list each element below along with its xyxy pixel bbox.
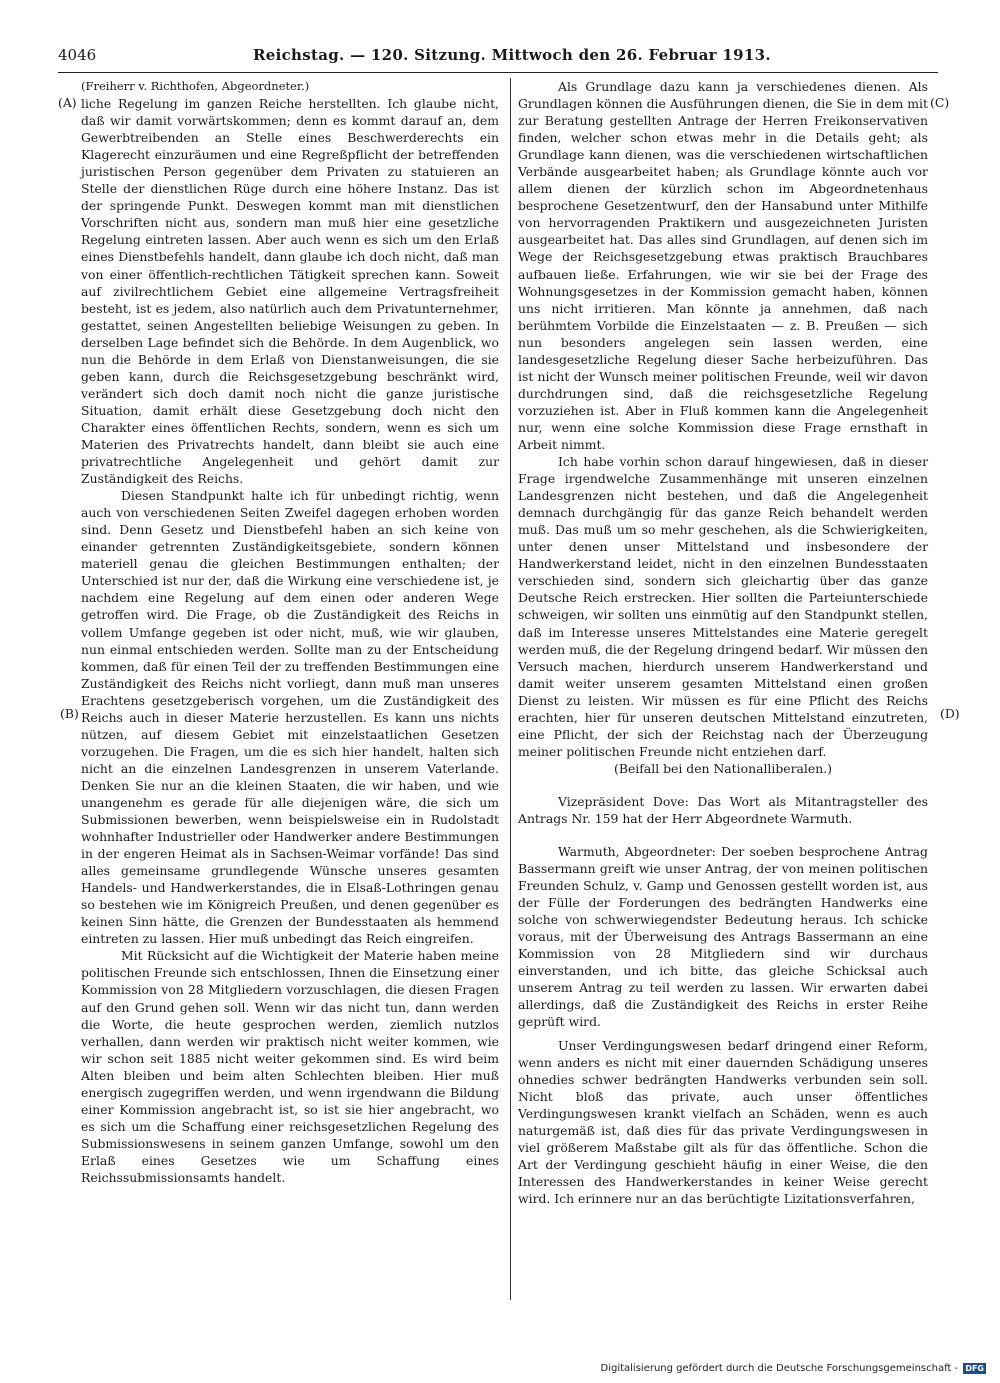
right-column [518,78,928,1207]
digitization-credit [601,1363,987,1374]
paragraph: Als Grundlage dazu kann ja verschiedenes dienen. Als Grundlagen können die Ausführungen dienen, die Sie in dem mit zur Beratung gestellten Antrage der Herren Freikonservativen finden, welcher schon etwas mehr in die Details geht; als Grundlage kann dienen, was die verschiedenen wirtschaftlichen Verbände ausgearbeitet haben; als Grundlage könnte auch vor allem dienen der kürzlich schon im Abgeordnetenhaus besprochene Gesetzentwurf, den der Hansabund unter Mithilfe von hervorragenden Praktikern und ausgezeichneten Juristen ausgearbeitet hat. Das alles sind Grundlagen, auf denen sich im Wege der Reichsgesetzgebung etwas praktisch Brauchbares aufbauen ließe. Erfahrungen, wie wir sie bei der Frage des Wohnungsgesetzes in der Kommission gemacht haben, können uns nicht irritieren. Man könnte ja annehmen, daß nach berühmtem Vorbilde die Einzelstaaten — z. B. Preußen — sich nun besonders angelegen sein lassen werden, eine landesgesetzliche Regelung dieser Sache herbeizuführen. Das ist nicht der Wunsch meiner politischen Freunde, weil wir davon durchdrungen sind, daß die reichsgesetzliche Regelung vorzuziehen ist. Aber in Fluß kommen kann die Angelegenheit nur, wenn eine solche Kommission diese Frage ernsthaft in Arbeit nimmt. [518,79,928,452]
paragraph: Unser Verdingungswesen bedarf dringend einer Reform, wenn anders es nicht mit einer dauernden Schädigung unseres ohnedies schwer bedrängten Handwerks verbunden sein soll. Nicht bloß das private, auch unser öffentliches Verdingungswesen krankt vielfach an Schäden, wenn es auch naturgemäß ist, daß dies für das private Verdingungswesen in viel größerem Maßstabe gilt als für das öffentliche. Schon die Art der Verdingung geschieht häufig in einer Weise, die den Interessen des Handwerkerstandes in keiner Weise gerecht wird. Ich erinnere nur an das berüchtigte Lizitationsverfahren, [518,1037,928,1206]
applause-note: (Beifall bei den Nationalliberalen.) [614,760,832,776]
speaker-note: (Freiherr v. Richthofen, Abgeordneter.) [81,79,310,93]
page-header [58,46,938,72]
paragraph: Diesen Standpunkt halte ich für unbedingt richtig, wenn auch von verschiedenen Seiten Zweifel dagegen erhoben worden sind. Denn Gesetz und Dienstbefehl haben an sich keine von einander getrennten Zuständigkeitsgebiete, sondern können materiell genau die gleichen Bestimmungen enthalten; der Unterschied ist nur der, daß die Wirkung eine verschiedene ist, je nachdem eine Regelung auf dem einen oder anderen Wege getroffen wird. Die Frage, ob die Zuständigkeit des Reichs in vollem Umfange gegeben ist oder nicht, muß, wie wir glauben, nun einmal entschieden werden. Sollte man zu der Entscheidung kommen, daß für einen Teil der zu treffenden Bestimmungen eine Zuständigkeit des Reichs nicht vorliegt, dann muß man unseres Erachtens gesetzgeberisch vorgehen, um die Zuständigkeit des Reichs auch in dieser Materie herzustellen. Es kann uns nichts nützen, auf diesem Gebiet mit einzelstaatlichen Gesetzen vorzugehen. Die Fragen, um die es sich hier handelt, halten sich nicht an die einzelnen Landesgrenzen in unserem Vaterlande. Denken Sie nur an die kleinen Staaten, die wir haben, und wie unangenehm es gerade für alle diejenigen wäre, die sich um Submissionen bewerben, wenn beispielsweise ein in Rudolstadt wohnhafter Industrieller oder Handwerker andere Bestimmungen in der engeren Heimat als in Sachsen-Weimar vorfände! Das sind alles gemeinsame grundlegende Wünsche unseres gesamten Handels- und Handwerkerstandes, die in Elsaß-Lothringen genau so bestehen wie im Königreich Preußen, und denen gegenüber es keinen Sinn hätte, die Grenzen der Bundesstaaten als hemmend eintreten zu lassen. Hier muß unbedingt das Reich eingreifen. [81,488,499,947]
page-number: 4046 [58,46,97,64]
credit-text: Digitalisierung gefördert durch die Deutsche Forschungsgemeinschaft - [600,1363,959,1374]
paragraph: Mit Rücksicht auf die Wichtigkeit der Materie haben meine politischen Freunde sich entschlossen, Ihnen die Einsetzung einer Kommission von 28 Mitgliedern vorzuschlagen, die diesen Fragen auf den Grund gehen soll. Wenn wir das nicht tun, dann werden die Worte, die heute gesprochen werden, ziemlich nutzlos verhallen, dann werden wir praktisch nicht weiter kommen, wie wir schon seit 1885 nicht weiter gekommen sind. Es wird beim Alten bleiben und beim alten Schlechten bleiben. Hier muß energisch zugegriffen werden, und wenn irgendwann die Bildung einer Kommission angebracht ist, so ist sie hier angebracht, wo es sich um die Schaffung einer reichsgesetzlichen Regelung des Submissionswesens in seinem ganzen Umfange, sowohl um den Erlaß eines Gesetzes wie um Schaffung eines Reichssubmissionsamts handelt. [81,948,499,1185]
running-head: Reichstag. — 120. Sitzung. Mittwoch den 26. Februar 1913. [253,46,771,64]
paragraph: Warmuth, Abgeordneter: Der soeben besprochene Antrag Bassermann greift wie unser Antrag, der von meinen politischen Freunden Schulz, v. Gamp und Genossen gestellt worden ist, aus der Fülle der Forderungen des bedrängten Handwerks eine solche von schwerwiegendster Bedeutung heraus. Ich schicke voraus, mit der Überweisung des Antrags Bassermann an eine Kommission von 28 Mitgliedern sind wir durchaus einverstanden, und ich bitte, das gleiche Schicksal auch unserem Antrag zu teil werden zu lassen. Wir erwarten dabei allerdings, daß die Zuständigkeit des Reichs in erster Reihe geprüft wird. [518,844,928,1030]
margin-mark-a: (A) [58,95,77,110]
column-divider [510,78,511,1300]
paragraph: Ich habe vorhin schon darauf hingewiesen, daß in dieser Frage irgendwelche Zusammenhänge mit unseren einzelnen Landesgrenzen nicht bestehen, und daß die Angelegenheit demnach durchgängig für das ganze Reich behandelt werden muß. Das muß um so mehr geschehen, als die Schwierigkeiten, unter denen unser Mittelstand und insbesondere der Handwerkerstand leidet, nicht in den einzelnen Bundesstaaten verschieden sind, sondern sich gleichartig über das ganze Deutsche Reich erstrecken. Hier sollten die Parteiunterschiede schweigen, wir sollten uns einmütig auf den Standpunkt stellen, daß im Interesse unseres Mittelstandes eine Materie geregelt werden muß, die der Regelung dringend bedarf. Wir müssen den Versuch machen, hierdurch unserem Handwerkerstand und damit weiter unserem gesamten Mittelstand einen großen Dienst zu leisten. Wir müssen es für eine Pflicht des Reichs erachten, hier für unseren deutschen Mittelstand einzutreten, eine Pflicht, der sich der Reichstag nach der Überzeugung meiner politischen Freunde nicht entziehen darf. [518,454,928,759]
spacer [518,777,928,793]
margin-mark-d: (D) [940,706,960,721]
paragraph: liche Regelung im ganzen Reiche herstellten. Ich glaube nicht, daß wir damit vorwärtskommen; denn es kommt darauf an, dem Gewerbtreibenden an Stelle eines Beschwerderechts ein Klagerecht einzuräumen und eine Regreßpflicht der betreffenden juristischen Person gegenüber dem Privaten zu statuieren an Stelle der dienstlichen Rüge durch eine höhere Instanz. Das ist der springende Punkt. Deswegen kommt man mit dienstlichen Vorschriften nicht aus, sondern man muß hier eine gesetzliche Regelung eintreten lassen. Aber auch wenn es sich um den Erlaß eines Dienstbefehls handelt, dann glaube ich doch nicht, daß man von einer öffentlich-rechtlichen Tätigkeit sprechen kann. Soweit auf zivilrechtlichem Gebiet eine allgemeine Vertragsfreiheit besteht, ist es jedem, also natürlich auch dem Privatunternehmer, gestattet, seinen Angestellten beliebige Weisungen zu geben. In derselben Lage befindet sich die Behörde. In dem Augenblick, wo nun die Behörde in dem Erlaß von Dienstanweisungen, die sie geben kann, durch die Reichsgesetzgebung beschränkt wird, verändert sich doch damit noch nicht die ganze juristische Situation, damit erhält diese Gesetzgebung doch nicht den Charakter eines öffentlichen Rechts, sondern, wenn es sich um Materien des Privatrechts handelt, dann bleibt sie auch eine privatrechtliche Angelegenheit und gehört damit zur Zuständigkeit des Reichs. [81,96,499,487]
spacer [518,827,928,843]
left-column [81,78,499,1186]
dfg-logo: DFG [965,1364,984,1373]
paragraph: Vizepräsident Dove: Das Wort als Mitantragsteller des Antrags Nr. 159 hat der Herr Abgeordnete Warmuth. [518,793,928,826]
margin-mark-c: (C) [930,95,950,110]
margin-mark-b: (B) [60,706,79,721]
header-rule [58,72,938,73]
